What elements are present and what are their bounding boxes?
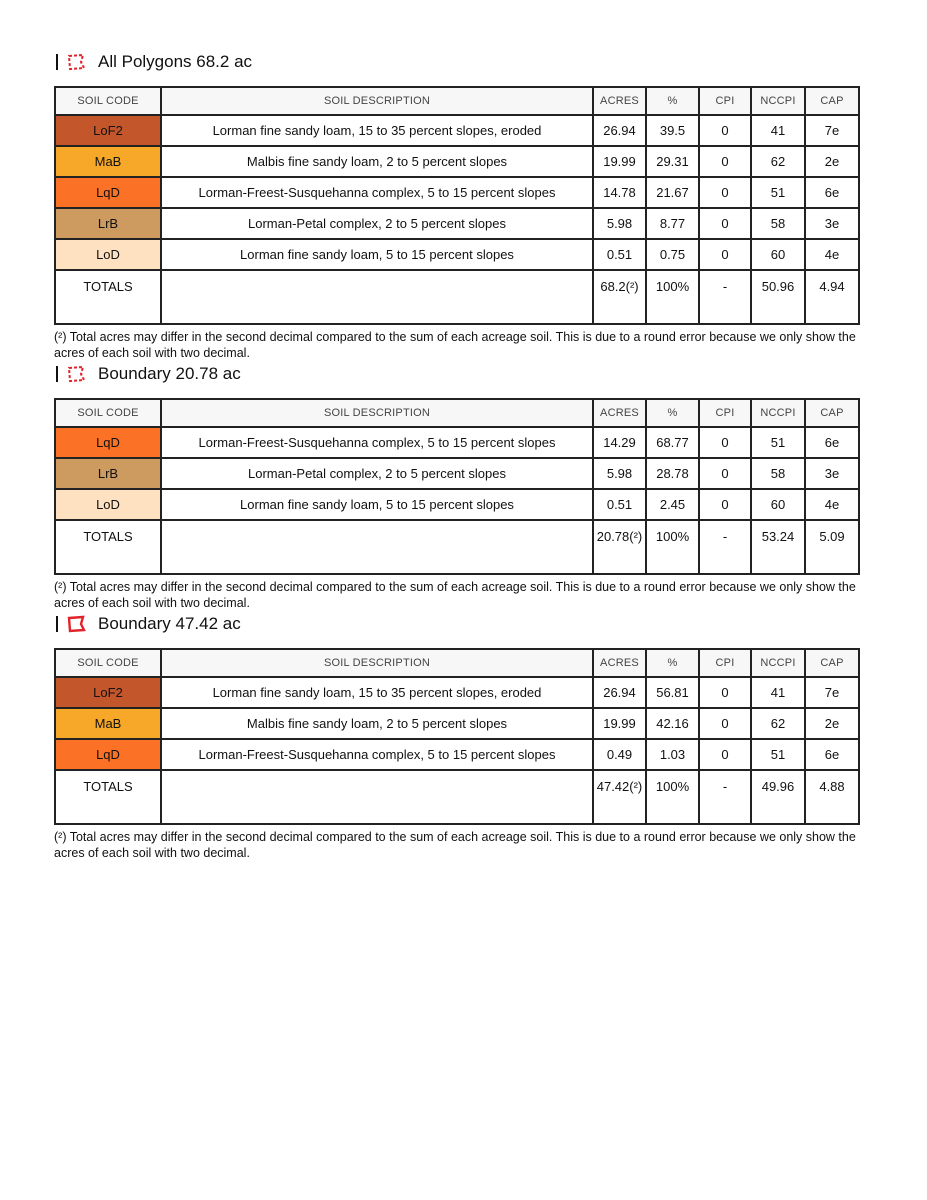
cap-cell: 3e <box>805 458 859 489</box>
totals-empty-cell <box>161 520 593 574</box>
totals-label: TOTALS <box>55 770 161 824</box>
header-bar <box>56 366 58 382</box>
soil-section-boundary-1 <box>54 362 858 611</box>
totals-nccpi: 50.96 <box>751 270 805 324</box>
totals-cpi: - <box>699 520 751 574</box>
totals-acres: 68.2(²) <box>593 270 646 324</box>
cap-cell: 7e <box>805 115 859 146</box>
header-cap: CAP <box>805 87 859 115</box>
percent-cell: 0.75 <box>646 239 699 270</box>
soil-description-cell: Lorman fine sandy loam, 5 to 15 percent slopes <box>161 489 593 520</box>
table-row <box>55 177 859 208</box>
cpi-cell: 0 <box>699 427 751 458</box>
totals-acres: 47.42(²) <box>593 770 646 824</box>
percent-cell: 21.67 <box>646 177 699 208</box>
header-soil-code: SOIL CODE <box>55 87 161 115</box>
acres-cell: 26.94 <box>593 115 646 146</box>
table-row <box>55 115 859 146</box>
totals-percent: 100% <box>646 520 699 574</box>
header-nccpi: NCCPI <box>751 649 805 677</box>
totals-nccpi: 49.96 <box>751 770 805 824</box>
soil-code-cell: LoD <box>55 489 161 520</box>
section-header <box>54 612 858 636</box>
table-row <box>55 427 859 458</box>
header-nccpi: NCCPI <box>751 87 805 115</box>
soil-table <box>54 398 860 575</box>
header-percent: % <box>646 87 699 115</box>
percent-cell: 2.45 <box>646 489 699 520</box>
totals-cpi: - <box>699 770 751 824</box>
soil-code-cell: LoF2 <box>55 115 161 146</box>
header-acres: ACRES <box>593 649 646 677</box>
soil-description-cell: Lorman fine sandy loam, 15 to 35 percent slopes, eroded <box>161 115 593 146</box>
totals-percent: 100% <box>646 270 699 324</box>
header-bar <box>56 54 58 70</box>
acres-cell: 0.51 <box>593 239 646 270</box>
polygon-solid-icon <box>66 615 86 633</box>
header-cap: CAP <box>805 649 859 677</box>
table-row <box>55 146 859 177</box>
acres-cell: 19.99 <box>593 708 646 739</box>
totals-cap: 4.88 <box>805 770 859 824</box>
soil-description-cell: Lorman fine sandy loam, 5 to 15 percent slopes <box>161 239 593 270</box>
header-cpi: CPI <box>699 399 751 427</box>
totals-acres: 20.78(²) <box>593 520 646 574</box>
nccpi-cell: 58 <box>751 458 805 489</box>
cap-cell: 2e <box>805 146 859 177</box>
soil-section-all-polygons <box>54 50 858 361</box>
soil-code-cell: LoD <box>55 239 161 270</box>
totals-label: TOTALS <box>55 520 161 574</box>
totals-nccpi: 53.24 <box>751 520 805 574</box>
soil-description-cell: Malbis fine sandy loam, 2 to 5 percent slopes <box>161 146 593 177</box>
soil-description-cell: Lorman fine sandy loam, 15 to 35 percent slopes, eroded <box>161 677 593 708</box>
header-soil-description: SOIL DESCRIPTION <box>161 649 593 677</box>
percent-cell: 56.81 <box>646 677 699 708</box>
cpi-cell: 0 <box>699 708 751 739</box>
table-row <box>55 239 859 270</box>
section-title: Boundary 47.42 ac <box>98 614 241 633</box>
header-soil-code: SOIL CODE <box>55 399 161 427</box>
acres-cell: 5.98 <box>593 208 646 239</box>
soil-code-cell: LqD <box>55 427 161 458</box>
percent-cell: 29.31 <box>646 146 699 177</box>
percent-cell: 28.78 <box>646 458 699 489</box>
soil-code-cell: LoF2 <box>55 677 161 708</box>
polygon-dashed-icon <box>66 365 86 383</box>
cap-cell: 3e <box>805 208 859 239</box>
totals-row <box>55 520 859 574</box>
cpi-cell: 0 <box>699 739 751 770</box>
totals-empty-cell <box>161 270 593 324</box>
cap-cell: 6e <box>805 739 859 770</box>
totals-empty-cell <box>161 770 593 824</box>
acres-cell: 0.49 <box>593 739 646 770</box>
totals-row <box>55 270 859 324</box>
soil-description-cell: Lorman-Freest-Susquehanna complex, 5 to 15 percent slopes <box>161 177 593 208</box>
polygon-dashed-icon <box>66 53 86 71</box>
cap-cell: 6e <box>805 427 859 458</box>
totals-percent: 100% <box>646 770 699 824</box>
table-row <box>55 739 859 770</box>
percent-cell: 8.77 <box>646 208 699 239</box>
section-header <box>54 50 858 74</box>
totals-cpi: - <box>699 270 751 324</box>
cpi-cell: 0 <box>699 115 751 146</box>
cap-cell: 7e <box>805 677 859 708</box>
soil-description-cell: Malbis fine sandy loam, 2 to 5 percent slopes <box>161 708 593 739</box>
acres-cell: 14.29 <box>593 427 646 458</box>
cap-cell: 2e <box>805 708 859 739</box>
soil-code-cell: LqD <box>55 177 161 208</box>
nccpi-cell: 51 <box>751 177 805 208</box>
nccpi-cell: 58 <box>751 208 805 239</box>
acres-cell: 0.51 <box>593 489 646 520</box>
rounding-footnote: (²) Total acres may differ in the second decimal compared to the sum of each acreage soil. This is due to a round error because we only show the acres of each soil with two decimal. <box>54 330 856 360</box>
header-cpi: CPI <box>699 649 751 677</box>
cap-cell: 4e <box>805 239 859 270</box>
soil-code-cell: MaB <box>55 708 161 739</box>
nccpi-cell: 41 <box>751 677 805 708</box>
nccpi-cell: 60 <box>751 239 805 270</box>
percent-cell: 42.16 <box>646 708 699 739</box>
nccpi-cell: 62 <box>751 146 805 177</box>
acres-cell: 19.99 <box>593 146 646 177</box>
header-acres: ACRES <box>593 87 646 115</box>
header-soil-description: SOIL DESCRIPTION <box>161 399 593 427</box>
table-header-row <box>55 649 859 677</box>
percent-cell: 1.03 <box>646 739 699 770</box>
soil-description-cell: Lorman-Petal complex, 2 to 5 percent slopes <box>161 208 593 239</box>
soil-code-cell: LqD <box>55 739 161 770</box>
cpi-cell: 0 <box>699 239 751 270</box>
soil-table <box>54 648 860 825</box>
totals-row <box>55 770 859 824</box>
totals-label: TOTALS <box>55 270 161 324</box>
header-cap: CAP <box>805 399 859 427</box>
nccpi-cell: 41 <box>751 115 805 146</box>
table-header-row <box>55 399 859 427</box>
cpi-cell: 0 <box>699 208 751 239</box>
header-soil-description: SOIL DESCRIPTION <box>161 87 593 115</box>
soil-code-cell: LrB <box>55 208 161 239</box>
soil-table <box>54 86 860 325</box>
header-percent: % <box>646 649 699 677</box>
table-header-row <box>55 87 859 115</box>
cpi-cell: 0 <box>699 677 751 708</box>
section-title: Boundary 20.78 ac <box>98 364 241 383</box>
table-row <box>55 677 859 708</box>
header-nccpi: NCCPI <box>751 399 805 427</box>
totals-cap: 5.09 <box>805 520 859 574</box>
table-row <box>55 458 859 489</box>
totals-cap: 4.94 <box>805 270 859 324</box>
soil-description-cell: Lorman-Petal complex, 2 to 5 percent slopes <box>161 458 593 489</box>
acres-cell: 5.98 <box>593 458 646 489</box>
section-title: All Polygons 68.2 ac <box>98 52 253 71</box>
nccpi-cell: 51 <box>751 427 805 458</box>
table-row <box>55 708 859 739</box>
header-cpi: CPI <box>699 87 751 115</box>
cpi-cell: 0 <box>699 146 751 177</box>
soil-code-cell: MaB <box>55 146 161 177</box>
soil-description-cell: Lorman-Freest-Susquehanna complex, 5 to 15 percent slopes <box>161 427 593 458</box>
section-header <box>54 362 858 386</box>
header-soil-code: SOIL CODE <box>55 649 161 677</box>
soil-code-cell: LrB <box>55 458 161 489</box>
cap-cell: 6e <box>805 177 859 208</box>
header-bar <box>56 616 58 632</box>
nccpi-cell: 62 <box>751 708 805 739</box>
acres-cell: 26.94 <box>593 677 646 708</box>
acres-cell: 14.78 <box>593 177 646 208</box>
percent-cell: 68.77 <box>646 427 699 458</box>
cpi-cell: 0 <box>699 489 751 520</box>
cap-cell: 4e <box>805 489 859 520</box>
rounding-footnote: (²) Total acres may differ in the second decimal compared to the sum of each acreage soil. This is due to a round error because we only show the acres of each soil with two decimal. <box>54 830 856 860</box>
cpi-cell: 0 <box>699 177 751 208</box>
soil-section-boundary-2 <box>54 612 858 861</box>
nccpi-cell: 60 <box>751 489 805 520</box>
table-row <box>55 208 859 239</box>
soil-description-cell: Lorman-Freest-Susquehanna complex, 5 to 15 percent slopes <box>161 739 593 770</box>
header-percent: % <box>646 399 699 427</box>
header-acres: ACRES <box>593 399 646 427</box>
cpi-cell: 0 <box>699 458 751 489</box>
percent-cell: 39.5 <box>646 115 699 146</box>
table-row <box>55 489 859 520</box>
nccpi-cell: 51 <box>751 739 805 770</box>
rounding-footnote: (²) Total acres may differ in the second decimal compared to the sum of each acreage soil. This is due to a round error because we only show the acres of each soil with two decimal. <box>54 580 856 610</box>
